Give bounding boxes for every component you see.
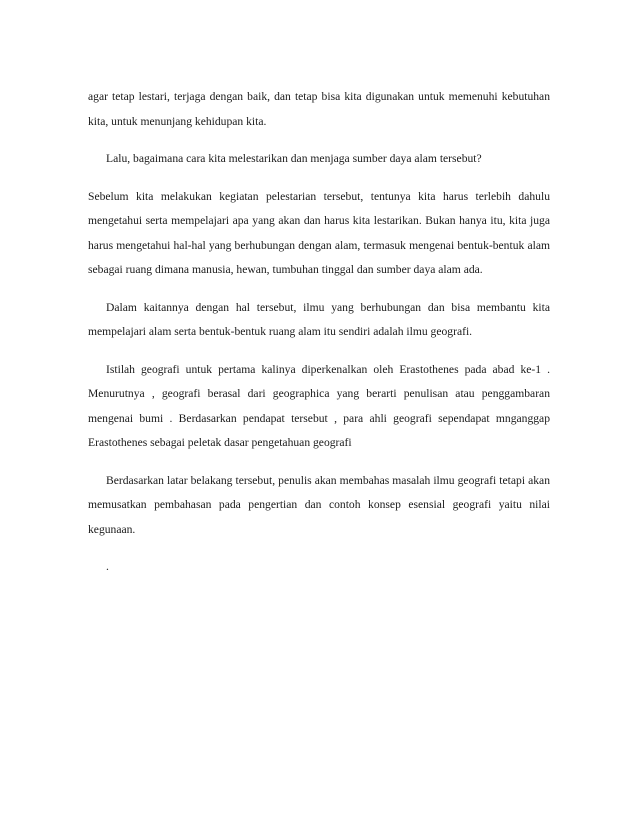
paragraph-question: Lalu, bagaimana cara kita melestarikan dan menjaga sumber daya alam tersebut? bbox=[106, 152, 482, 165]
trailing-period: . bbox=[106, 560, 109, 573]
paragraph-geography-relation: Dalam kaitannya dengan hal tersebut, ilmu yang berhubungan dan bisa membantu kita mempelajari alam serta bentuk-bentuk ruang alam itu sendiri adalah ilmu geografi. bbox=[88, 300, 550, 338]
document-page bbox=[88, 85, 550, 579]
paragraph-term-history: Istilah geografi untuk pertama kalinya diperkenalkan oleh Erastothenes pada abad ke-1 . Menurutnya , geografi berasal dari geographica yang berarti penulisan atau penggambaran mengenai bumi . Berdasarkan pendapat tersebut , para ahli geografi sependapat mnganggap Erastothenes sebagai peletak dasar pengetahuan geografi bbox=[88, 362, 550, 449]
paragraph-background: Berdasarkan latar belakang tersebut, penulis akan membahas masalah ilmu geografi tetapi akan memusatkan pembahasan pada pengertian dan contoh konsep esensial geografi yaitu nilai kegunaan. bbox=[88, 473, 550, 536]
paragraph-preservation: Sebelum kita melakukan kegiatan pelestarian tersebut, tentunya kita harus terlebih dahulu mengetahui serta mempelajari apa yang akan dan harus kita lestarikan. Bukan hanya itu, kita juga harus mengetahui hal-hal yang berhubungan dengan alam, termasuk mengenai bentuk-bentuk alam sebagai ruang dimana manusia, hewan, tumbuhan tinggal dan sumber daya alam ada. bbox=[88, 189, 550, 276]
paragraph-intro-continuation: agar tetap lestari, terjaga dengan baik, dan tetap bisa kita digunakan untuk memenuhi kebutuhan kita, untuk menunjang kehidupan kita. bbox=[88, 90, 550, 128]
